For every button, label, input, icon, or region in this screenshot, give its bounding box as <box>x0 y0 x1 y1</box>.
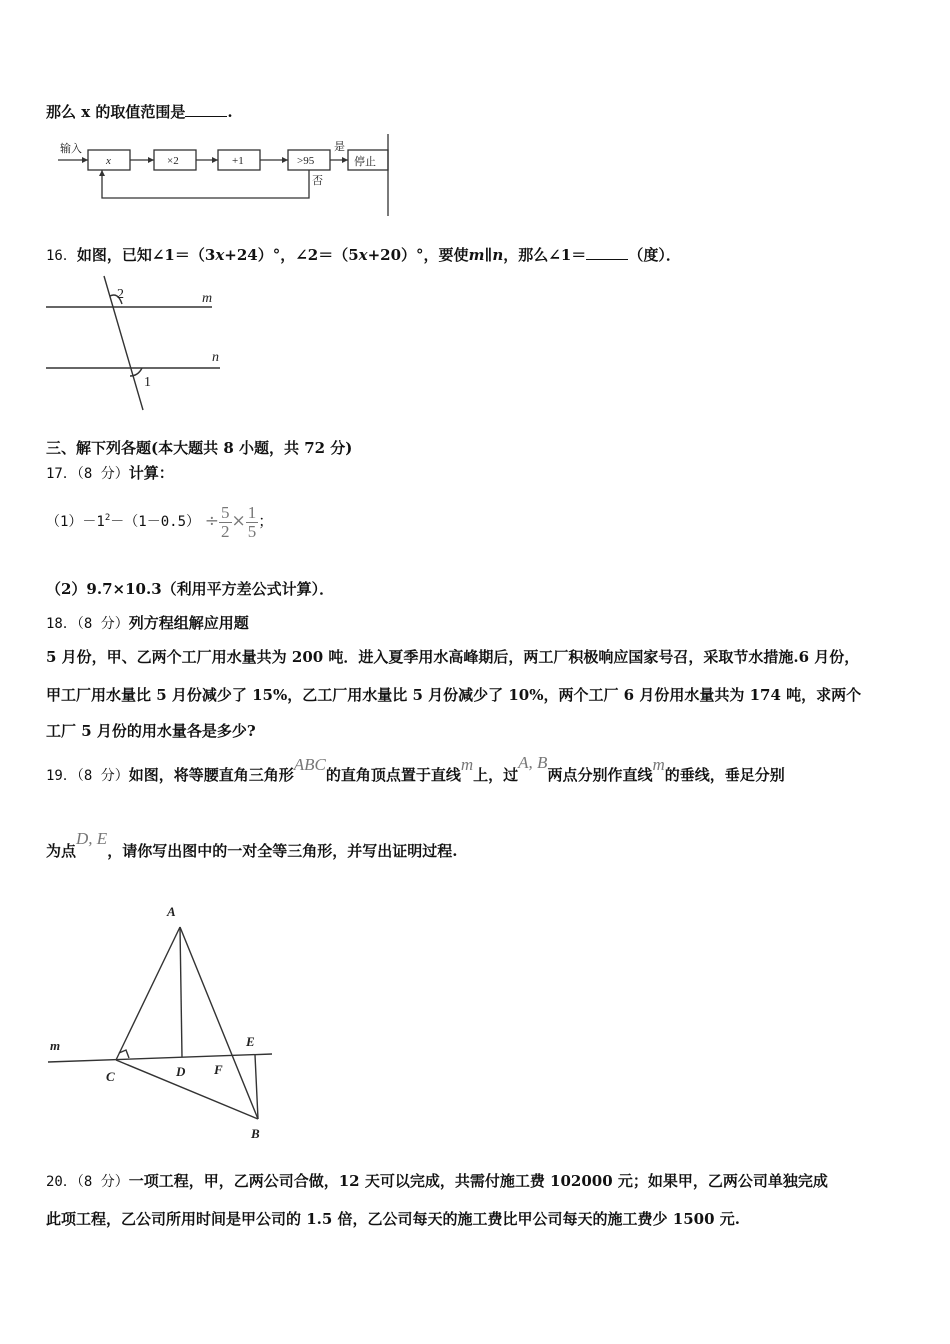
flow-loop-back <box>102 170 309 198</box>
flow-stop-label: 停止 <box>354 156 376 168</box>
q20-score: （8 分） <box>76 1174 129 1190</box>
q16-number: 16． <box>46 248 77 264</box>
segment-EB <box>255 1055 258 1119</box>
label-n: n <box>212 350 219 365</box>
label-F: F <box>214 1062 223 1077</box>
q18-line3: 工厂 5 月份的用水量各是多少? <box>46 722 256 740</box>
q19-score: （8 分） <box>76 768 129 784</box>
q18-line2: 甲工厂用水量比 5 月份减少了 15%，乙工厂用水量比 5 月份减少了 10%，两个工厂 6 月份用水量共为 174 吨，求两个 <box>46 686 862 704</box>
label-D: D <box>176 1064 186 1079</box>
q16-parallel-lines-figure <box>40 274 240 414</box>
segment-AD <box>180 927 182 1057</box>
section3-heading: 三、解下列各题(本大题共 8 小题，共 72 分) <box>46 439 353 457</box>
fraction-1-5: $\frac{1}{5}$ <box>247 502 257 541</box>
flow-box4-label: >95 <box>297 155 315 167</box>
times-sign: × <box>231 511 246 531</box>
segment-AB <box>180 927 258 1119</box>
q17-part2: （2）9.7×10.3（利用平方差公式计算）． <box>46 580 335 598</box>
flow-box2-label: ×2 <box>167 155 179 167</box>
angle-1-label: 1 <box>144 375 151 390</box>
flow-no-label: 否 <box>312 175 323 187</box>
label-C: C <box>106 1069 115 1084</box>
q17-part1: $(1)-1^2-(1-0.5)$ ÷ $\frac{5}{2}$ × $\frac{1}{5}$ ； <box>46 502 274 541</box>
segment-CB <box>116 1060 258 1119</box>
q18-line1: 5 月份，甲、乙两个工厂用水量共为 200 吨．进入夏季用水高峰期后，两工厂积极响应国家号召，采取节水措施.6 月份， <box>46 648 860 666</box>
q19-triangle-figure <box>44 900 284 1150</box>
line-m <box>48 1054 272 1062</box>
q15-question-tail <box>46 101 233 123</box>
q15-end: . <box>227 103 233 121</box>
q15-answer-blank <box>185 102 227 117</box>
angle-2-label: 2 <box>117 287 124 302</box>
q19-number: 19． <box>46 768 77 784</box>
flow-box1-label: x <box>106 155 111 167</box>
segment-CA <box>116 927 180 1060</box>
q15-flowchart <box>46 134 396 220</box>
q18-score: （8 分） <box>76 616 129 632</box>
q17-header <box>46 462 174 485</box>
q17-score: （8 分） <box>76 466 129 482</box>
flow-box3-label: +1 <box>232 155 244 167</box>
label-m: m <box>202 291 213 306</box>
divide-sign: ÷ <box>204 511 220 531</box>
q17-title: 计算： <box>128 464 174 482</box>
q15-text: 那么 x 的取值范围是 <box>46 103 186 121</box>
fraction-5-2: $\frac{5}{2}$ <box>221 502 230 541</box>
q20-line1: 20．（8 分）一项工程，甲，乙两公司合做，12 天可以完成，共需付施工费 102000 元；如果甲，乙两公司单独完成 <box>46 1172 828 1190</box>
label-E: E <box>246 1034 255 1049</box>
label-B: B <box>251 1126 260 1141</box>
q19-line1: 19．（8 分）如图，将等腰直角三角形ABC的直角顶点置于直线m上，过A, B两点分别作直线m的垂线，垂足分别 <box>46 753 785 784</box>
q16-question: 16．如图，已知∠1＝（3x+24）°，∠2＝（5x+20）°，要使m∥n，那么∠1＝ （度）． <box>46 246 681 264</box>
q18-title: 列方程组解应用题 <box>128 614 249 632</box>
label-A: A <box>167 904 176 919</box>
flow-input-label: 输入 <box>60 143 82 155</box>
q16-answer-blank <box>586 245 628 260</box>
q18-number: 18． <box>46 616 77 632</box>
q19-line2: 为点D, E，请你写出图中的一对全等三角形，并写出证明过程. <box>46 829 458 860</box>
q20-number: 20． <box>46 1174 77 1190</box>
label-m: m <box>50 1038 61 1053</box>
q20-line2: 此项工程，乙公司所用时间是甲公司的 1.5 倍，乙公司每天的施工费比甲公司每天的施工费少 1500 元. <box>46 1210 740 1228</box>
q17-number: 17． <box>46 466 77 482</box>
q18-header <box>46 612 249 635</box>
flow-yes-label: 是 <box>334 141 345 153</box>
